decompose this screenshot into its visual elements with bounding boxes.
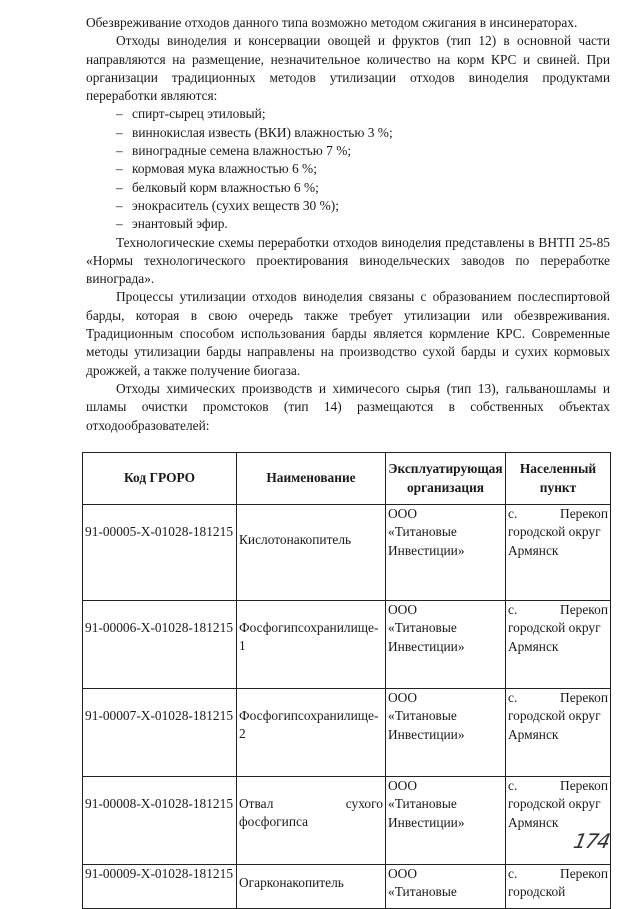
org-name: «Титановые Инвестиции»: [388, 524, 465, 558]
header-org: Эксплуатирующая организация: [386, 453, 506, 505]
cell-city: [506, 601, 611, 689]
city-prefix: с.: [508, 506, 518, 521]
org-name: «Титановые Инвестиции»: [388, 708, 465, 742]
city-prefix: с.: [508, 778, 518, 793]
city-district: городской округ Армянск: [508, 796, 601, 830]
cell-org: [386, 777, 506, 865]
table-row: [83, 865, 611, 909]
org-type: ООО: [388, 778, 418, 793]
org-type: ООО: [388, 602, 418, 617]
city-district: городской округ Армянск: [508, 524, 601, 558]
paragraph-3: Технологические схемы переработки отходов виноделия представлены в ВНТП 25-85 «Нормы технологического проектирования винодельческих заводов по переработке винограда».: [86, 234, 610, 287]
org-name: «Титановые Инвестиции»: [388, 796, 465, 830]
table-row: [83, 505, 611, 601]
org-name: «Титановые: [388, 884, 457, 900]
org-type: ООО: [388, 506, 418, 521]
table-row: [83, 689, 611, 777]
list-item: – виннокислая известь (ВКИ) влажностью 3 %;: [116, 124, 610, 142]
list-item: – виноградные семена влажностью 7 %;: [116, 142, 610, 160]
paragraph-2: Отходы виноделия и консервации овощей и фруктов (тип 12) в основной части направляются на размещение, незначительное количество на корм КРС и свиней. При организации традиционных методов утилизации отходов виноделия продуктами переработки являются:: [86, 33, 610, 104]
cell-org: [386, 505, 506, 601]
city-prefix: с.: [508, 602, 518, 617]
cell-code: 91-00005-Х-01028-181215: [83, 505, 237, 601]
waste-facilities-table: [82, 452, 611, 909]
table-row: [83, 777, 611, 865]
city-prefix: с.: [508, 866, 518, 881]
list-item: – кормовая мука влажностью 6 %;: [116, 160, 610, 178]
document-body: [86, 14, 610, 435]
paragraph-5: Отходы химических производств и химичесого сырья (тип 13), гальваношламы и шламы очистки промстоков (тип 14) размещаются в собственных объектах отходообразователей:: [86, 380, 610, 433]
cell-name: Фосфогипсохранилище-1: [237, 601, 386, 689]
cell-org: [386, 865, 506, 909]
cell-name: Кислотонакопитель: [237, 505, 386, 601]
products-list: [86, 105, 610, 233]
cell-name: Огарконакопитель: [237, 865, 386, 909]
header-code: Код ГРОРО: [83, 453, 237, 505]
cell-city: [506, 865, 611, 909]
table-row: [83, 601, 611, 689]
city-name: Перекоп: [560, 690, 608, 705]
cell-name: Фосфогипсохранилище-2: [237, 689, 386, 777]
cell-city: [506, 505, 611, 601]
list-item: – белковый корм влажностью 6 %;: [116, 179, 610, 197]
table-header-row: [83, 453, 611, 505]
city-district: городской округ Армянск: [508, 620, 601, 654]
list-item: – энокраситель (сухих веществ 30 %);: [116, 197, 610, 215]
cell-code: 91-00008-Х-01028-181215: [83, 777, 237, 865]
paragraph-4: Процессы утилизации отходов виноделия связаны с образованием послеспиртовой барды, которая в свою очередь также требует утилизации или обезвреживания. Традиционным способом использования барды является кормление КРС. Современные методы утилизации барды направлены на производство сухой барды и сухих кормовых дрожжей, а также получение биогаза.: [86, 289, 610, 378]
city-name: Перекоп: [560, 778, 608, 793]
org-type: ООО: [388, 690, 418, 705]
cell-code: 91-00006-Х-01028-181215: [83, 601, 237, 689]
cell-city: [506, 689, 611, 777]
org-name: «Титановые Инвестиции»: [388, 620, 465, 654]
page-number: 174: [571, 829, 612, 853]
header-name: Наименование: [237, 453, 386, 505]
city-prefix: с.: [508, 690, 518, 705]
city-name: Перекоп: [560, 866, 608, 881]
list-item: – энантовый эфир.: [116, 215, 610, 233]
cell-org: [386, 689, 506, 777]
cell-code: 91-00009-Х-01028-181215: [83, 865, 237, 909]
list-item: – спирт-сырец этиловый;: [116, 105, 610, 123]
city-district: городской округ Армянск: [508, 708, 601, 742]
paragraph-1: Обезвреживание отходов данного типа возможно методом сжигания в инсинераторах.: [86, 15, 578, 30]
header-city: Населенный пункт: [506, 453, 611, 505]
city-name: Перекоп: [560, 506, 608, 521]
cell-code: 91-00007-Х-01028-181215: [83, 689, 237, 777]
city-name: Перекоп: [560, 602, 608, 617]
cell-org: [386, 601, 506, 689]
cell-name: Отвал сухого фосфогипса: [237, 777, 386, 865]
city-district: городской: [508, 884, 566, 900]
org-type: ООО: [388, 866, 418, 881]
